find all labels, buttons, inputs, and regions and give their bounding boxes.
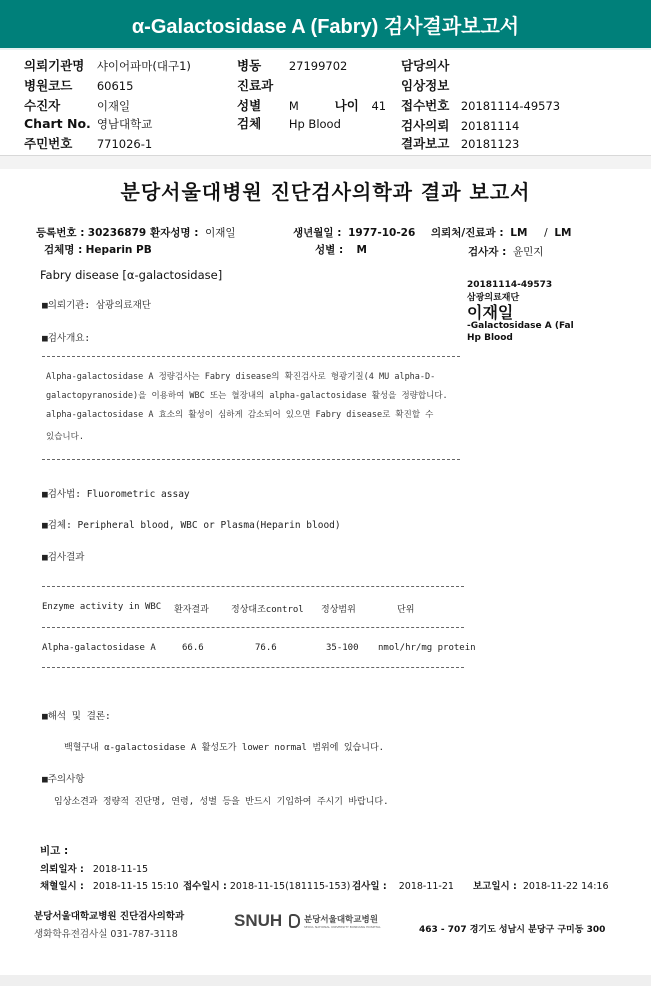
field-value: M — [356, 244, 367, 256]
page-separator — [0, 155, 651, 169]
field-label: 담당의사 — [401, 58, 450, 73]
field-label: 접수번호 — [401, 98, 450, 113]
interpretation-text: 백혈구내 α-galactosidase A 활성도가 lower normal 범위에 있습니다. — [64, 743, 385, 753]
page-bottom-band — [0, 975, 651, 986]
caution-heading: ■주의사항 — [42, 774, 85, 785]
field-value: 이재일 — [205, 227, 236, 239]
field-label: 검사의뢰 — [401, 118, 450, 133]
field-label: 임상정보 — [401, 78, 450, 93]
header-row — [24, 134, 152, 152]
sticker-specimen: Hp Blood — [467, 333, 513, 343]
header-row — [401, 116, 519, 134]
overview-line: galactopyranoside)을 이용하여 WBC 또는 혈장내의 alpha-galactosidase 활성을 정량합니다. — [46, 391, 448, 401]
table-header: 정상대조control — [231, 605, 304, 615]
footer-dept: 분당서울대학교병원 진단검사의학과 — [34, 911, 185, 922]
footer-lab: 생화학유전검사실 031-787-3118 — [34, 929, 178, 940]
banner-divider — [0, 48, 651, 50]
field-value: 샤이어파마(대구1) — [96, 59, 191, 73]
field-value: 20181114-49573 — [460, 99, 561, 113]
interpretation-heading: ■해석 및 결론: — [42, 711, 111, 722]
field-label: 주민번호 — [24, 136, 73, 151]
field-value: 20181114 — [460, 119, 520, 133]
field-value: LM — [554, 227, 572, 239]
dob — [293, 225, 415, 240]
field-label: 의뢰기관명 — [24, 58, 85, 73]
logo-text: SNUH — [234, 911, 283, 930]
header-row — [237, 76, 273, 94]
footer-address: 463 - 707 경기도 성남시 분당구 구미동 300 — [419, 925, 606, 935]
field-label: 검사일 : — [352, 881, 387, 892]
field-label: 접수일시 : — [183, 881, 227, 892]
field-label: 수진자 — [24, 98, 61, 113]
header-row — [24, 76, 133, 94]
logo-subtitle: SEOUL NATIONAL UNIVERSITY BUNDANG HOSPITAL — [304, 925, 381, 929]
request-date — [40, 861, 148, 875]
sticker-test: -Galactosidase A (Fal — [467, 321, 574, 331]
header-row — [401, 76, 449, 94]
header-row — [237, 56, 347, 74]
field-value: 41 — [371, 99, 387, 113]
field-value: 60615 — [96, 79, 134, 93]
field-label: 의뢰일자 : — [40, 864, 84, 875]
patient-name — [150, 225, 236, 240]
header-row — [401, 96, 560, 114]
table-cell: 76.6 — [255, 643, 277, 653]
divider — [42, 627, 464, 628]
hospital-logo — [234, 911, 384, 937]
field-label: 보고일시 : — [473, 881, 517, 892]
logo-mark-icon — [289, 914, 300, 928]
examiner — [468, 244, 543, 259]
sex — [315, 242, 367, 257]
overview-line: Alpha-galactosidase A 정량검사는 Fabry disease의 확진검사로 형광기질(4 MU alpha-D- — [46, 372, 436, 382]
field-value: 2018-11-15 — [92, 864, 149, 875]
sticker-institution: 삼광의료재단 — [467, 293, 520, 303]
table-header: 단위 — [397, 605, 415, 615]
field-label: 결과보고 — [401, 136, 450, 151]
table-cell: 35-100 — [326, 643, 359, 653]
field-value: 1977-10-26 — [348, 227, 416, 239]
field-label: 환자성명 : — [150, 227, 199, 239]
institution-line: ■의뢰기관: 삼광의료재단 — [42, 300, 151, 311]
field-value: 영남대학교 — [96, 117, 153, 131]
report-banner — [0, 0, 651, 48]
divider — [42, 667, 464, 668]
caution-text: 임상소견과 정량적 진단명, 연령, 성별 등을 반드시 기입하여 주시기 바랍니다. — [54, 797, 389, 807]
test-name: Fabry disease [α-galactosidase] — [40, 268, 223, 282]
remark — [40, 843, 68, 858]
field-value: 윤민지 — [512, 246, 544, 258]
field-label: 성별 : — [315, 244, 344, 256]
report-datetime — [473, 878, 608, 892]
field-label: 비고 : — [40, 845, 69, 857]
header-row — [24, 116, 152, 132]
field-label: 생년월일 : — [293, 227, 342, 239]
divider — [42, 459, 460, 460]
specimen-label-sticker — [463, 277, 651, 349]
field-value: LM — [510, 227, 528, 239]
table-cell: Alpha-galactosidase A — [42, 643, 156, 653]
header-row — [237, 96, 386, 114]
sticker-patient: 이재일 — [467, 303, 514, 322]
header-row — [24, 96, 130, 114]
sticker-accession: 20181114-49573 — [467, 280, 553, 290]
sample-line: ■검체: Peripheral blood, WBC or Plasma(Heparin blood) — [42, 520, 341, 531]
table-header: 환자결과 — [174, 605, 209, 615]
overview-line: 있습니다. — [46, 432, 84, 442]
field-value: 2018-11-21 — [398, 881, 454, 892]
overview-line: alpha-galactosidase A 효소의 활성이 심하게 감소되어 있으면 Fabry disease로 확진할 수 — [46, 410, 434, 420]
field-value: 20181123 — [460, 137, 520, 151]
field-label: 채혈일시 : — [40, 881, 84, 892]
field-value: Heparin PB — [85, 244, 152, 256]
divider — [42, 356, 460, 357]
banner-title: α-Galactosidase A (Fabry) 검사결과보고서 — [131, 15, 520, 38]
table-cell: 66.6 — [182, 643, 204, 653]
requester — [431, 225, 571, 240]
field-label: 검체 — [237, 116, 262, 131]
field-value: 27199702 — [288, 59, 348, 73]
field-value: 2018-11-15 15:10 — [92, 881, 179, 892]
field-value: 30236879 — [87, 227, 147, 239]
overview-heading: ■검사개요: — [42, 333, 91, 344]
field-separator: / — [544, 227, 548, 239]
field-label: 검사자 : — [468, 246, 507, 258]
field-value: M — [288, 99, 299, 113]
field-label: Chart No. — [24, 116, 91, 131]
header-row — [401, 134, 519, 152]
field-value: 이재일 — [96, 99, 131, 113]
field-label: 의뢰처/진료과 : — [431, 227, 504, 239]
field-label: 진료과 — [237, 78, 274, 93]
draw-datetime — [40, 878, 179, 892]
receipt-datetime — [183, 878, 350, 892]
reg-no — [36, 225, 146, 240]
field-label: 등록번호 : — [36, 227, 85, 239]
field-label: 검체명 : — [44, 244, 83, 256]
table-cell: nmol/hr/mg protein — [378, 643, 476, 653]
table-header: Enzyme activity in WBC — [42, 602, 162, 612]
logo-hospital-name: 분당서울대학교병원 — [304, 915, 378, 925]
field-label: 병동 — [237, 58, 262, 73]
report-title: 분당서울대병원 진단검사의학과 결과 보고서 — [120, 180, 531, 204]
test-date — [352, 878, 454, 892]
field-label: 병원코드 — [24, 78, 73, 93]
header-row — [401, 56, 449, 74]
field-label: 성별 — [237, 98, 262, 113]
header-row — [24, 56, 191, 74]
table-header: 정상범위 — [321, 605, 356, 615]
divider — [42, 586, 464, 587]
result-heading: ■검사결과 — [42, 552, 85, 563]
field-value: 771026-1 — [96, 137, 153, 151]
field-value: 2018-11-15(181115-153) — [229, 881, 351, 892]
field-value: 2018-11-22 14:16 — [522, 881, 609, 892]
specimen — [44, 242, 152, 257]
header-row — [237, 114, 341, 132]
field-value: Hp Blood — [288, 117, 341, 131]
method-line: ■검사법: Fluorometric assay — [42, 489, 190, 500]
field-label: 나이 — [334, 98, 359, 113]
